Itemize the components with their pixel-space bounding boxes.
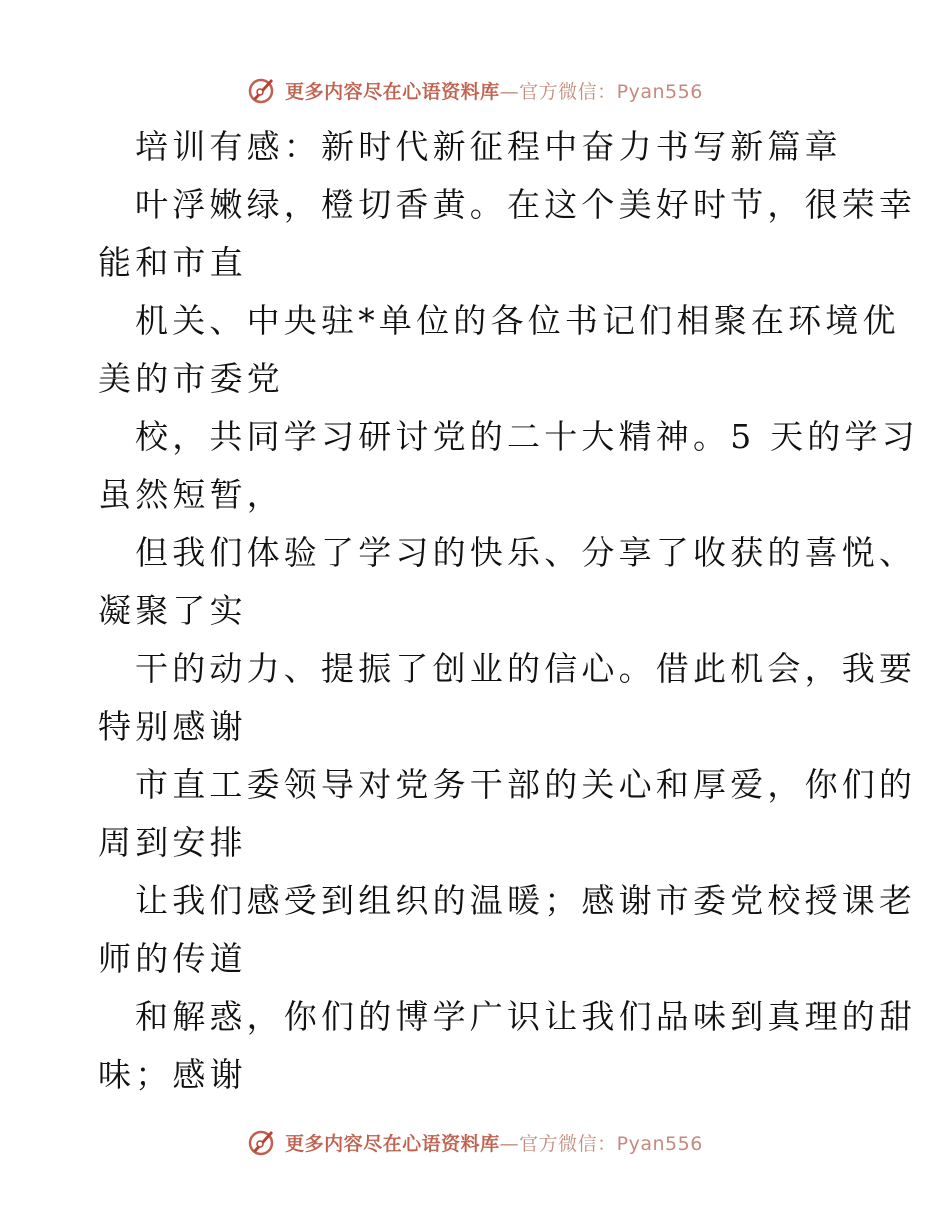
quill-logo-icon bbox=[247, 75, 277, 105]
paragraph-line: 能和市直 bbox=[98, 243, 247, 282]
banner-brand-text: 更多内容尽在心语资料库 bbox=[285, 1132, 500, 1155]
paragraph-line: 美的市委党 bbox=[98, 359, 284, 398]
paragraph-line: 干的动力、提振了创业的信心。借此机会，我要 bbox=[135, 649, 917, 688]
footer-banner bbox=[0, 1122, 950, 1162]
banner-separator: — bbox=[499, 80, 520, 103]
paragraph-line: 师的传道 bbox=[98, 939, 247, 978]
paragraph-line: 和解惑，你们的博学广识让我们品味到真理的甜 bbox=[135, 997, 917, 1036]
paragraph-line: 但我们体验了学习的快乐、分享了收获的喜悦、 bbox=[135, 533, 917, 572]
banner-contact-text: 官方微信：Pyan556 bbox=[519, 1132, 703, 1155]
paragraph-line: 凝聚了实 bbox=[98, 591, 247, 630]
paragraph-line: 周到安排 bbox=[98, 823, 247, 862]
banner-separator: — bbox=[499, 1132, 520, 1155]
paragraph-line: 叶浮嫩绿，橙切香黄。在这个美好时节，很荣幸 bbox=[135, 185, 917, 224]
header-banner bbox=[0, 70, 950, 110]
document-body bbox=[98, 118, 919, 1104]
paragraph-line: 让我们感受到组织的温暖；感谢市委党校授课老 bbox=[135, 881, 917, 920]
banner-contact-text: 官方微信：Pyan556 bbox=[519, 80, 703, 103]
banner-brand-text: 更多内容尽在心语资料库 bbox=[285, 80, 500, 103]
paragraph-line: 特别感谢 bbox=[98, 707, 247, 746]
document-title: 培训有感：新时代新征程中奋力书写新篇章 bbox=[135, 127, 842, 166]
paragraph-line: 市直工委领导对党务干部的关心和厚爱，你们的 bbox=[135, 765, 917, 804]
paragraph-line: 校，共同学习研讨党的二十大精神。5 天的学习 bbox=[135, 417, 919, 456]
paragraph-line: 虽然短暂， bbox=[98, 475, 284, 514]
quill-logo-icon bbox=[247, 1127, 277, 1157]
paragraph-line: 味；感谢 bbox=[98, 1055, 247, 1094]
paragraph-line: 机关、中央驻*单位的各位书记们相聚在环境优 bbox=[135, 301, 900, 340]
